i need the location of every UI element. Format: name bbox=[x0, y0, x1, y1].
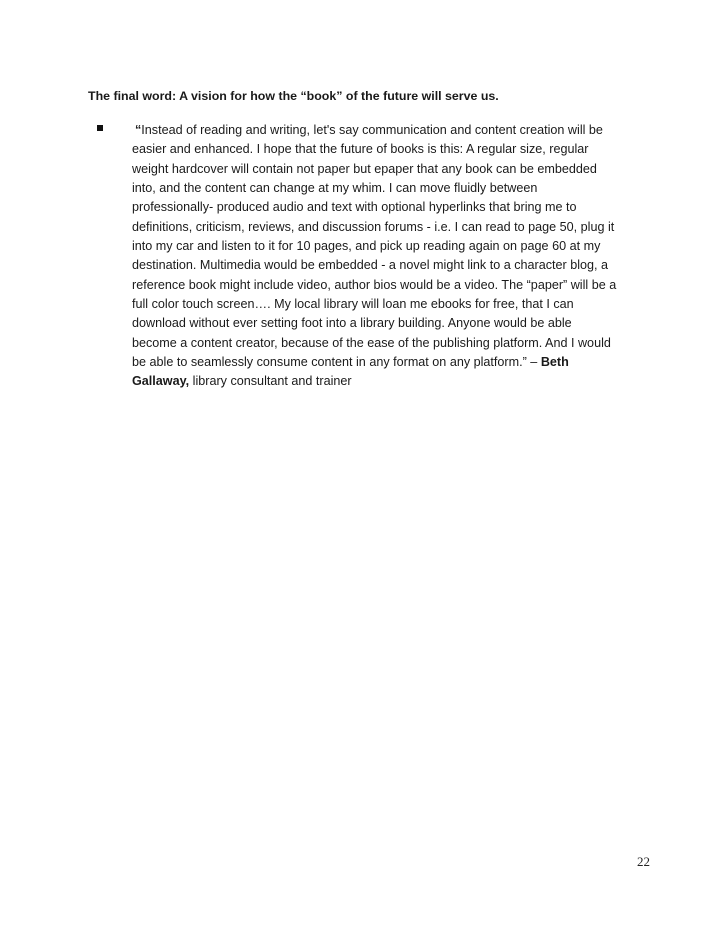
author-first-name: Beth bbox=[540, 355, 569, 370]
quote-line: download without ever setting foot into a library building. Anyone would be able bbox=[132, 316, 572, 331]
quote-line: into, and the content can change at my whim. I can move fluidly between bbox=[132, 181, 538, 196]
author-last-name: Gallaway, bbox=[132, 374, 190, 389]
open-quote-mark: “ bbox=[135, 123, 142, 137]
quote-line: become a content creator, because of the ease of the publishing platform. And I would bbox=[132, 335, 611, 350]
author-role: library consultant and trainer bbox=[189, 374, 352, 389]
quote-line: professionally- produced audio and text with optional hyperlinks that bring me to bbox=[132, 200, 577, 215]
quote-line: easier and enhanced. I hope that the future of books is this: A regular size, regular bbox=[132, 142, 589, 157]
quote-line: weight hardcover will contain not paper but epaper that any book can be embedded bbox=[132, 161, 597, 176]
quote-line: “Instead of reading and writing, let's say communication and content creation will be bbox=[135, 123, 603, 137]
quote-line: full color touch screen…. My local library will loan me ebooks for free, that I can bbox=[132, 297, 574, 312]
quote-line: reference book might include video, author bios would be a video. The “paper” will be a bbox=[132, 277, 617, 292]
section-heading: The final word: A vision for how the “book” of the future will serve us. bbox=[88, 89, 499, 103]
quote-attribution-line bbox=[132, 372, 648, 391]
quote-paragraph bbox=[132, 121, 648, 392]
quote-line: into my car and listen to it for 10 pages, and pick up reading again on page 60 at my bbox=[132, 239, 601, 254]
quote-line: destination. Multimedia would be embedded - a novel might link to a character blog, a bbox=[132, 258, 609, 273]
page-number: 22 bbox=[637, 854, 650, 869]
quote-line: be able to seamlessly consume content in any format on any platform.” – Beth bbox=[132, 355, 569, 370]
square-bullet-icon bbox=[97, 124, 106, 133]
quote-line: definitions, criticism, reviews, and discussion forums - i.e. I can read to page 50, plug it bbox=[132, 219, 615, 234]
